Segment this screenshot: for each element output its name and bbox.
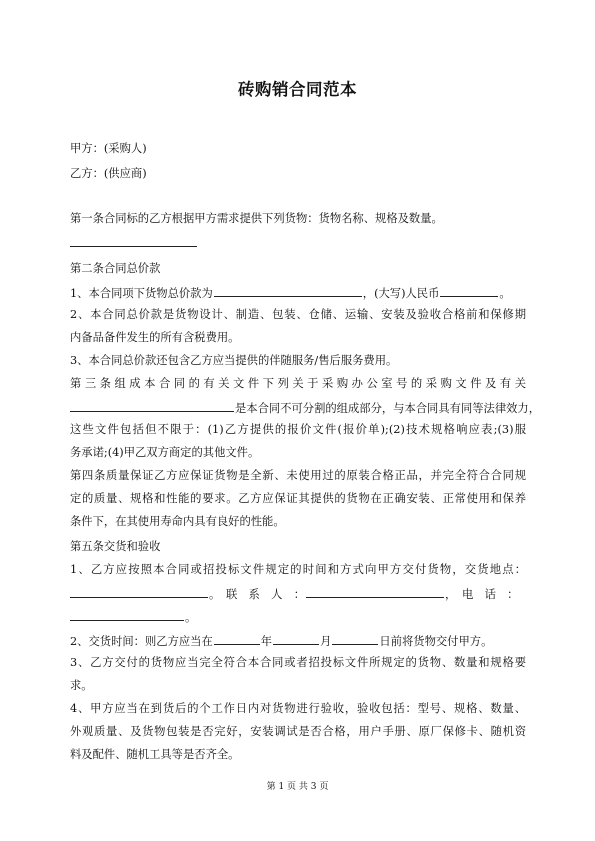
clause-3-line-1: 第三条组成本合同的有关文件下列关于采购办公室号的采购文件及有关: [70, 377, 526, 390]
clause-text: 。: [185, 611, 197, 624]
document-title: 砖购销合同范本: [238, 80, 357, 99]
clause-text: 1、本合同项下货物总价款为: [70, 287, 213, 300]
clause-2-heading: 第二条合同总价款: [70, 262, 161, 275]
clause-5-item-1-line-1: 1、乙方应按照本合同或招投标文件规定的时间和方式向甲方交付货物，交货地点：: [70, 563, 526, 576]
fill-in-blank: [306, 583, 444, 598]
clause-text: 。: [499, 287, 511, 300]
clause-text: ， 电 话 ：: [445, 588, 519, 601]
page-number-footer: 第 1 页 共 3 页: [266, 782, 329, 792]
clause-5-item-1-line-3: [70, 606, 526, 628]
fill-in-blank: [70, 583, 208, 598]
fill-in-blank: [214, 630, 260, 645]
clause-5-item-1-line-2: [70, 583, 526, 605]
clause-text: 日前将货物交付甲方。: [379, 635, 493, 648]
fill-in-blank: [440, 282, 498, 297]
clause-5-item-4-line-2: 外观质量、及货物包装是否完好，安装调试是否合格，用户手册、原厂保修卡、随机资: [70, 725, 526, 738]
fill-in-blank: [332, 630, 378, 645]
fill-in-blank-line: [70, 246, 197, 247]
clause-5-item-2: [70, 630, 526, 652]
clause-5-item-4-line-3: 料及配件、随机工具等是否齐全。: [70, 748, 240, 761]
fill-in-blank: [273, 630, 319, 645]
clause-text: 。 联 系 人 ：: [209, 588, 306, 601]
clause-text: 年: [260, 635, 273, 648]
clause-5-item-4-line-1: 4、甲方应当在到货后的个工作日内对货物进行验收，验收包括：型号、规格、数量、: [70, 702, 526, 715]
clause-4-line-1: 第四条质量保证乙方应保证货物是全新、未使用过的原装合格正品，并完全符合合同规: [70, 469, 526, 482]
clause-2-item-2-line-2: 内备品备件发生的所有含税费用。: [70, 331, 240, 344]
fill-in-blank: [70, 397, 234, 412]
fill-in-blank: [214, 282, 362, 297]
clause-5-heading: 第五条交货和验收: [70, 540, 161, 553]
clause-1: 第一条合同标的乙方根据甲方需求提供下列货物：货物名称、规格及数量。: [70, 212, 443, 225]
clause-text: 月: [320, 635, 332, 648]
clause-3-line-2: [70, 397, 541, 419]
clause-3-line-3: 这些文件包括但不限于：(1)乙方提供的报价文件(报价单);(2)技术规格响应表;(3)服: [70, 423, 526, 436]
party-b: 乙方：(供应商): [70, 167, 147, 180]
clause-5-item-3-line-2: 求。: [70, 679, 93, 692]
clause-text: ，(大写)人民币: [362, 287, 440, 300]
party-a: 甲方：(采购人): [70, 142, 147, 155]
clause-3-line-4: 务承诺;(4)甲乙双方商定的其他文件。: [70, 446, 260, 459]
clause-text: 2、交货时间：则乙方应当在: [70, 635, 213, 648]
clause-4-line-2: 定的质量、规格和性能的要求。乙方应保证其提供的货物在正确安装、正常使用和保养: [70, 492, 526, 505]
clause-2-item-1: [70, 282, 526, 304]
clause-2-item-2-line-1: 2、本合同总价款是货物设计、制造、包装、仓储、运输、安装及验收合格前和保修期: [70, 308, 526, 321]
clause-4-line-3: 条件下，在其使用寿命内具有良好的性能。: [70, 515, 285, 528]
clause-5-item-3-line-1: 3、乙方交付的货物应当完全符合本合同或者招投标文件所规定的货物、数量和规格要: [70, 656, 526, 669]
clause-text: 是本合同不可分割的组成部分，与本合同具有同等法律效力，: [235, 402, 541, 415]
clause-2-item-3: 3、本合同总价款还包含乙方应当提供的伴随服务/售后服务费用。: [70, 354, 398, 367]
fill-in-blank: [70, 606, 184, 621]
